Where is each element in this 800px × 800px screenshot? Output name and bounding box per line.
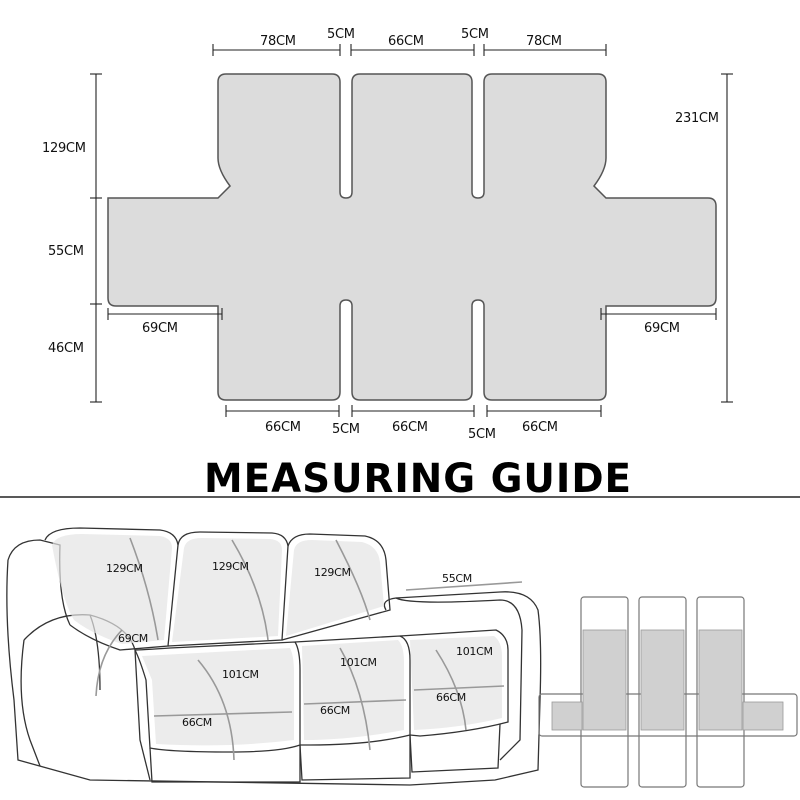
sofa-dim-back-3: 129CM <box>314 566 351 579</box>
dim-gap-1: 5CM <box>327 27 355 42</box>
sofa-dim-seat-width-1: 66CM <box>182 716 212 729</box>
dim-arm-right: 69CM <box>644 321 680 336</box>
left-dimension-lines <box>90 74 102 402</box>
cover-flat-layout <box>108 74 716 400</box>
right-dimension-line <box>721 74 733 402</box>
dim-seat-front: 46CM <box>48 341 84 356</box>
dim-seat-middle: 66CM <box>388 34 424 49</box>
sofa-dim-seat-depth-1: 101CM <box>222 668 259 681</box>
dim-gap-2: 5CM <box>461 27 489 42</box>
cover-outline-thumbnail <box>539 597 797 787</box>
dim-arm-depth: 55CM <box>48 244 84 259</box>
sofa-dim-seat-width-2: 66CM <box>320 704 350 717</box>
dim-bottom-left: 66CM <box>265 420 301 435</box>
sofa-dim-seat-depth-3: 101CM <box>456 645 493 658</box>
dim-seat-left: 78CM <box>260 34 296 49</box>
sofa-dim-back-1: 129CM <box>106 562 143 575</box>
sofa-dim-arm-side: 69CM <box>118 632 148 645</box>
dim-bottom-right: 66CM <box>522 420 558 435</box>
dim-bottom-gap-2: 5CM <box>468 427 496 442</box>
sofa-dim-back-2: 129CM <box>212 560 249 573</box>
sofa-dim-seat-width-3: 66CM <box>436 691 466 704</box>
dim-bottom-gap-1: 5CM <box>332 422 360 437</box>
sofa-dim-arm-top: 55CM <box>442 572 472 585</box>
cover-shape <box>108 74 716 400</box>
bottom-dimension-lines <box>226 405 601 417</box>
dim-total-length: 231CM <box>675 111 719 126</box>
dim-bottom-middle: 66CM <box>392 420 428 435</box>
sofa-dim-seat-depth-2: 101CM <box>340 656 377 669</box>
dim-seat-right: 78CM <box>526 34 562 49</box>
dim-back-height: 129CM <box>42 141 86 156</box>
page-title: MEASURING GUIDE <box>204 456 632 502</box>
dim-arm-left: 69CM <box>142 321 178 336</box>
